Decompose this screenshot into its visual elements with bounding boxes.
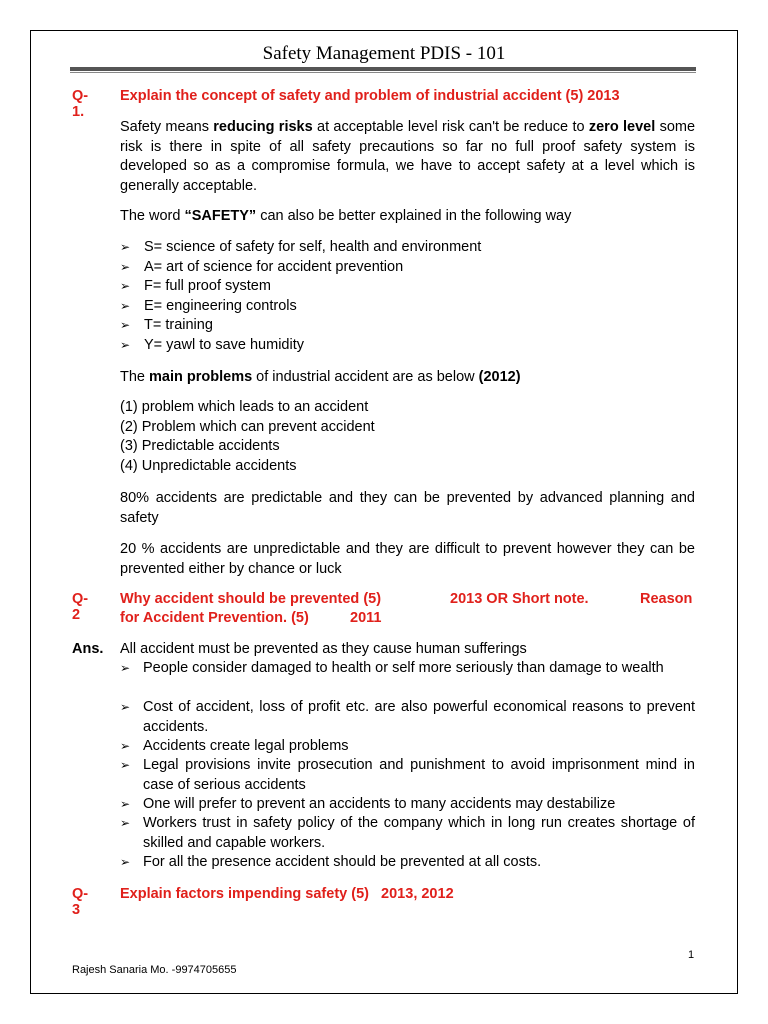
q1-title: Explain the concept of safety and problem of industrial accident (5) 2013 bbox=[120, 88, 620, 104]
list-item-text: E= engineering controls bbox=[144, 297, 297, 314]
list-item bbox=[120, 659, 695, 679]
list-item-text: A= art of science for accident prevention bbox=[144, 258, 404, 275]
list-item-text: Y= yawl to save humidity bbox=[144, 336, 304, 353]
list-item-text: T= training bbox=[144, 317, 213, 333]
list-item bbox=[120, 814, 695, 853]
arrow-bullet-icon: ➢ bbox=[120, 298, 131, 313]
q2-title-year: 2011 bbox=[350, 610, 382, 626]
answer-label: Ans. bbox=[72, 641, 104, 657]
q2-title-reason: Reason bbox=[640, 591, 693, 607]
arrow-bullet-icon: ➢ bbox=[120, 259, 131, 274]
q1-number: Q-1. bbox=[72, 88, 89, 120]
list-item-text: For all the presence accident should be prevented at all costs. bbox=[143, 854, 542, 870]
q2-title-line2: for Accident Prevention. (5) bbox=[120, 610, 309, 626]
arrow-bullet-icon: ➢ bbox=[120, 700, 131, 714]
list-item: (3) Predictable accidents bbox=[120, 438, 280, 454]
arrow-bullet-icon: ➢ bbox=[120, 318, 131, 332]
q1-text: The bbox=[120, 369, 150, 385]
list-item-text: F= full proof system bbox=[144, 278, 271, 294]
arrow-bullet-icon: ➢ bbox=[120, 279, 131, 293]
list-item bbox=[120, 698, 695, 737]
q1-paragraph-80: 80% accidents are predictable and they can be prevented by advanced planning and safety bbox=[120, 490, 695, 526]
list-item-text: One will prefer to prevent an accidents to many accidents may destabilize bbox=[143, 796, 616, 812]
arrow-bullet-icon: ➢ bbox=[120, 337, 131, 352]
q1-bold-year: (2012) bbox=[478, 369, 521, 385]
footer-author: Rajesh Sanaria Mo. -9974705655 bbox=[72, 964, 237, 976]
q1-bold-safety: “SAFETY” bbox=[184, 208, 257, 224]
q2-title-mid: 2013 OR Short note. bbox=[450, 591, 589, 607]
q1-text: some risk is there in spite of all safety precautions so far no full proof safety system is developed so as a compromise formula, we have to accept safety at a level which is generally acceptable. bbox=[120, 119, 696, 194]
q1-text: of industrial accident are as below bbox=[252, 369, 479, 385]
q1-safety-word-intro bbox=[120, 207, 695, 227]
list-item: (1) problem which leads to an accident bbox=[120, 399, 369, 415]
arrow-bullet-icon: ➢ bbox=[120, 240, 131, 254]
list-item bbox=[120, 756, 695, 795]
answer-intro: All accident must be prevented as they cause human sufferings bbox=[120, 641, 527, 657]
q2-number: Q-2 bbox=[72, 591, 89, 623]
list-item-text: Cost of accident, loss of profit etc. are also powerful economical reasons to prevent accidents. bbox=[143, 699, 695, 735]
list-item-text: Workers trust in safety policy of the company which in long run creates shortage of skilled and capable workers. bbox=[143, 815, 695, 851]
q3-number: Q-3 bbox=[72, 886, 89, 918]
q1-main-problems-intro bbox=[120, 368, 695, 388]
list-item: (2) Problem which can prevent accident bbox=[120, 418, 375, 435]
arrow-bullet-icon: ➢ bbox=[120, 816, 131, 830]
arrow-bullet-icon: ➢ bbox=[120, 758, 131, 772]
page-number: 1 bbox=[688, 949, 695, 961]
list-item-text: S= science of safety for self, health and environment bbox=[144, 239, 482, 255]
arrow-bullet-icon: ➢ bbox=[120, 855, 131, 869]
page-title: Safety Management PDIS - 101 bbox=[262, 43, 506, 64]
header-divider-thin bbox=[70, 72, 696, 73]
arrow-bullet-icon: ➢ bbox=[120, 797, 131, 811]
list-item bbox=[120, 737, 695, 757]
q1-text: The word bbox=[120, 208, 185, 224]
arrow-bullet-icon: ➢ bbox=[120, 661, 131, 675]
list-item bbox=[120, 795, 695, 815]
q1-text: Safety means bbox=[120, 119, 214, 135]
header-divider bbox=[70, 67, 696, 71]
q3-title: Explain factors impending safety (5) 2013, 2012 bbox=[120, 886, 454, 902]
q1-text: at acceptable level risk can't be reduce to bbox=[312, 119, 589, 135]
q1-bold-zero-level: zero level bbox=[588, 119, 656, 135]
q1-paragraph-safety bbox=[120, 118, 695, 196]
q1-bold-main-problems: main problems bbox=[149, 369, 253, 385]
list-item: (4) Unpredictable accidents bbox=[120, 457, 297, 474]
q1-paragraph-20: 20 % accidents are unpredictable and they are difficult to prevent however they can be prevented either by chance or luck bbox=[120, 541, 695, 577]
q1-bold-reducing-risks: reducing risks bbox=[213, 119, 313, 135]
list-item-text: Legal provisions invite prosecution and punishment to avoid imprisonment mind in case of serious accidents bbox=[143, 757, 695, 793]
list-item-text: Accidents create legal problems bbox=[143, 738, 349, 754]
list-item bbox=[120, 853, 695, 873]
list-item-text: People consider damaged to health or self more seriously than damage to wealth bbox=[143, 660, 664, 676]
q1-text: can also be better explained in the following way bbox=[256, 208, 572, 224]
arrow-bullet-icon: ➢ bbox=[120, 739, 131, 753]
q2-title-line1: Why accident should be prevented (5) bbox=[120, 591, 382, 607]
